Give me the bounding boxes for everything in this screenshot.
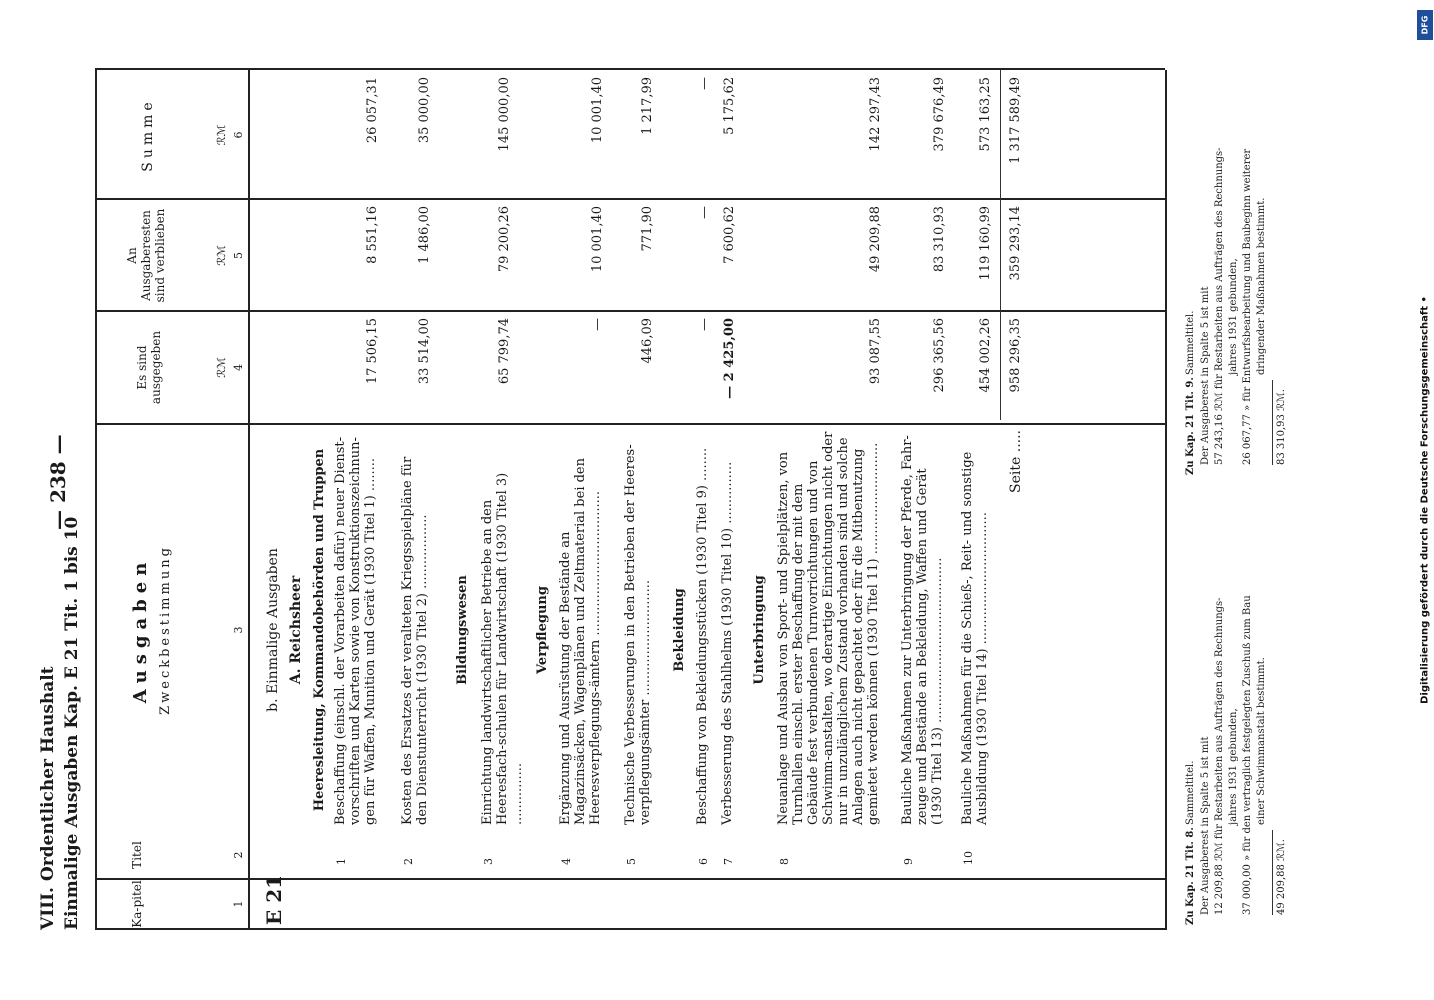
col-sep-right	[95, 69, 1165, 71]
row-text: Neuanlage und Ausbau von Sport- und Spielplätzen, von Turnhallen einschl. erster Beschaffung der mit dem Gebäude fest verbundenen Turnvorrichtungen und von Schwimm-anstalten, wo derartige Einrichtungen nicht oder nur in unzulänglichem Zustand vorhanden sind und solche Anlagen auch nicht gepachtet oder für die Mitbenutzung gemietet werden können (1930 Titel 11) ...........................	[776, 431, 881, 825]
section-heeresleitung: Heeresleitung, Kommandobehörden und Truppen	[312, 448, 327, 812]
header-bottom-rule	[248, 70, 250, 930]
footnote-sammel: Sammeltitel.	[1185, 310, 1196, 375]
row-c5: 7 600,62	[722, 206, 737, 264]
page-number: — 238 —	[46, 434, 70, 530]
row-c5: —	[697, 206, 712, 219]
footnote-line: Der Ausgaberest in Spalte 5 ist mit	[1200, 736, 1211, 915]
row-titel: 2	[402, 858, 415, 865]
footnote-line: dringender Maßnahmen bestimmt.	[1256, 197, 1267, 375]
row-c6: 10 001,40	[590, 77, 605, 144]
row-titel: 3	[482, 858, 495, 865]
row-titel: 9	[902, 858, 915, 865]
row-titel: 6	[697, 858, 710, 865]
row-titel: 1	[335, 858, 348, 865]
row-c5: 1 486,00	[417, 206, 432, 264]
col-sep-text	[95, 424, 1165, 426]
footnote-sammel: Sammeltitel.	[1185, 760, 1196, 825]
col-sep-left	[95, 929, 1165, 931]
totals-c5: 359 293,14	[1008, 206, 1023, 281]
footnote-line: 57 243,16 ℛℳ für Restarbeiten aus Aufträgen des Rechnungs-	[1214, 147, 1225, 465]
row-c6: 573 163,25	[978, 77, 993, 152]
section-reichsheer: A. Reichsheer	[288, 575, 304, 685]
section-unterbringung: Unterbringung	[752, 575, 767, 685]
row-c6: 379 676,49	[932, 77, 947, 152]
footnote-line: jahres 1931 gebunden,	[1228, 708, 1239, 825]
row-text: Kosten des Ersatzes der veralteten Kriegsspielpläne für den Dienstunterricht (1930 Titel 2) ..................	[400, 456, 430, 825]
col-head-c4: Es sind ausgegeben	[135, 330, 163, 405]
row-c4: 446,09	[640, 318, 655, 364]
unit-c6: ℛℳ	[215, 124, 228, 146]
row-c5: 83 310,93	[932, 206, 947, 273]
footnote-line: einer Schwimmanstalt bestimmt.	[1256, 657, 1267, 825]
totals-label: Seite .....	[1008, 430, 1024, 493]
col-sep-c4	[95, 311, 1165, 313]
row-titel: 7	[722, 858, 735, 865]
row-c4: 454 002,26	[978, 318, 993, 393]
col-num-3: 3	[232, 626, 245, 634]
row-c5: 771,90	[640, 206, 655, 252]
section-einmalige: b. Einmalige Ausgaben	[265, 548, 281, 712]
row-c6: 35 000,00	[417, 77, 432, 144]
section-verpflegung: Verpflegung	[535, 586, 550, 674]
totals-c6: 1 317 589,49	[1008, 77, 1023, 164]
dfg-credit	[1414, 8, 1434, 992]
unit-c5: ℛℳ	[215, 245, 228, 266]
header-left-title: VIII. Ordentlicher Haushalt	[38, 666, 58, 930]
row-titel: 8	[778, 858, 791, 865]
footnote-line: 26 067,77 » für Entwurfsbearbeitung und Baubeginn weiterer	[1242, 148, 1253, 465]
col-head-kapitel: Ka-pitel	[130, 880, 144, 928]
col-num-6: 6	[232, 131, 245, 139]
col-sep-c5	[95, 199, 1165, 201]
footnote-sum-rule	[1272, 380, 1273, 465]
dfg-logo-icon	[1417, 10, 1433, 40]
row-c4: — 2 425,00	[722, 318, 737, 399]
col-num-4: 4	[232, 364, 245, 371]
header-sub-title: Einmalige Ausgaben Kap. E 21 Tit. 1 bis 10	[62, 516, 82, 930]
unit-c4: ℛℳ	[215, 357, 228, 378]
row-c4: 93 087,55	[868, 318, 883, 385]
row-text: Bauliche Maßnahmen für die Schieß-, Reit- und sonstige Ausbildung (1930 Titel 14) ................................	[960, 451, 990, 825]
row-text: Technische Verbesserungen in den Betrieben der Heeres-verpflegungsämter ............................	[623, 444, 653, 825]
footnote-title: Zu Kap. 21 Tit. 9.	[1185, 377, 1196, 475]
footnote-sum-rule	[1272, 830, 1273, 915]
footnote-line: 37 000,00 » für den vertraglich festgelegten Zuschuß zum Bau	[1242, 595, 1253, 915]
row-text: Ergänzung und Ausrüstung der Bestände an Magazinsäcken, Wagenplänen und Zeltmaterial bei den Heeresverpflegungs-ämtern ...................................	[558, 457, 603, 825]
row-text: Beschaffung von Bekleidungsstücken (1930 Titel 9) ........	[695, 447, 710, 825]
col-sep-kapitel	[95, 879, 1165, 881]
table-bottom-rule	[1165, 70, 1167, 930]
row-c4: 65 799,74	[497, 318, 512, 385]
col-num-5: 5	[232, 252, 245, 259]
col-head-c6: Summe	[140, 98, 156, 172]
col-head-c5: An Ausgaberesten sind verblieben	[125, 208, 167, 303]
row-c4: —	[590, 318, 605, 331]
row-c5: 10 001,40	[590, 206, 605, 273]
footnote-total: 83 310,93 ℛℳ.	[1276, 389, 1287, 465]
row-c6: 1 217,99	[640, 77, 655, 135]
row-c6: 145 000,00	[497, 77, 512, 152]
row-text: Einrichtung landwirtschaftlicher Betriebe an den Heeresfach-schulen für Landwirtschaft (1930 Titel 3) ...............	[480, 472, 525, 825]
row-c4: 17 506,15	[365, 318, 380, 385]
dfg-credit-text: Digitalisierung gefördert durch die Deutsche Forschungsgemeinschaft •	[1419, 296, 1431, 704]
row-c6: 142 297,43	[868, 77, 883, 152]
footnote-line: jahres 1931 gebunden,	[1228, 258, 1239, 375]
row-c5: 8 551,16	[365, 206, 380, 264]
row-c6: 5 175,62	[722, 77, 737, 135]
row-titel: 4	[560, 858, 573, 865]
col-head-zweck: Zweckbestimmung	[158, 545, 173, 715]
col-head-titel: Titel	[130, 841, 144, 869]
row-titel: 5	[625, 858, 638, 865]
row-c4: 296 365,56	[932, 318, 947, 393]
row-c6: —	[697, 77, 712, 90]
row-c4: —	[697, 318, 712, 331]
col-num-1: 1	[232, 900, 245, 908]
footnote-line: Der Ausgaberest in Spalte 5 ist mit	[1200, 286, 1211, 465]
kapitel-label: E 21	[262, 874, 286, 925]
row-c5: 49 209,88	[868, 206, 883, 273]
row-text: Bauliche Maßnahmen zur Unterbringung der Pferde, Fahr-zeuge und Bestände an Bekleidung, Waffen und Gerät (1930 Titel 13) ........................................	[900, 435, 945, 825]
row-titel: 10	[962, 851, 975, 865]
dfg-logo-text: DFG	[1420, 15, 1430, 35]
row-text: Beschaffung (einschl. der Vorarbeiten dafür) neuer Dienst-vorschriften und Karten sowie von Konstruktionszeichnun-gen für Waffen, Munition und Gerät (1930 Titel 1) ........	[333, 436, 378, 825]
row-c5: 79 200,26	[497, 206, 512, 273]
row-c4: 33 514,00	[417, 318, 432, 385]
row-c6: 26 057,31	[365, 77, 380, 144]
footnote-line: 12 209,88 ℛℳ für Restarbeiten aus Aufträgen des Rechnungs-	[1214, 597, 1225, 915]
col-num-2: 2	[232, 851, 245, 859]
section-bekleidung: Bekleidung	[672, 588, 687, 672]
row-text: Verbesserung des Stahlhelms (1930 Titel 10) ...............	[720, 461, 735, 825]
totals-rule	[1000, 70, 1001, 420]
footnote-title: Zu Kap. 21 Tit. 8.	[1185, 827, 1196, 925]
totals-c4: 958 296,35	[1008, 318, 1023, 393]
section-bildungswesen: Bildungswesen	[455, 575, 470, 685]
footnote-total: 49 209,88 ℛℳ.	[1276, 839, 1287, 915]
col-head-ausgaben: Ausgaben	[130, 556, 151, 704]
row-c5: 119 160,99	[978, 206, 993, 281]
